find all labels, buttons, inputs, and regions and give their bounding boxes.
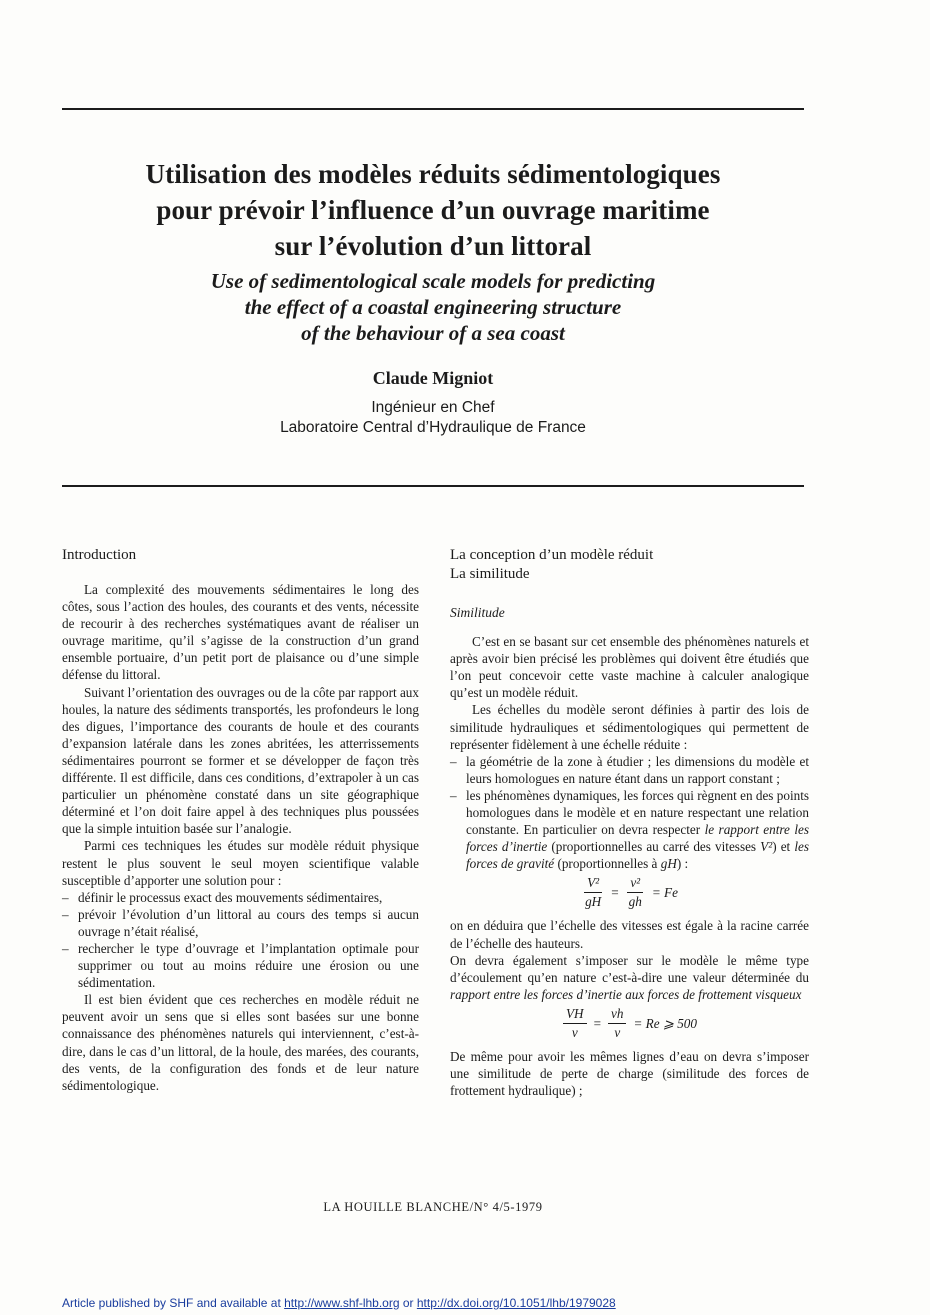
paragraph: on en déduira que l’échelle des vitesses est égale à la racine carrée de l’échelle des hauteurs. <box>450 918 809 951</box>
title-french <box>62 156 804 264</box>
math-span: gH <box>660 856 677 872</box>
list-item: – définir le processus exact des mouvements sédimentaires, <box>62 889 419 906</box>
paragraph: Les échelles du modèle seront définies à partir des lois de similitude hydrauliques et sédimentologiques qui permettent de représenter fidèlement à une échelle réduite : <box>450 702 809 752</box>
fraction <box>563 1005 587 1042</box>
right-column <box>450 546 809 1099</box>
publication-note-prefix: Article published by SHF and available at <box>62 1296 285 1310</box>
title-fr-line-3: sur l’évolution d’un littoral <box>274 231 592 261</box>
author-name: Claude Migniot <box>372 368 494 388</box>
title-en-line-1: Use of sedimentological scale models for predicting <box>210 269 656 293</box>
paragraph: La complexité des mouvements sédimentaires le long des côtes, sous l’action des houles, des courants et des vents, nécessite de recourir à des recherches systématiques avant de réaliser un ouvrage maritime, qu’il s’agisse de la construction d’un grand ensemble portuaire, d’un petit port de plaisance ou d’une simple défense du littoral. <box>62 582 419 683</box>
denominator: gH <box>585 894 602 910</box>
bullet-list <box>62 889 419 992</box>
affiliation-institution: Laboratoire Central d’Hydraulique de France <box>280 419 586 436</box>
title-en-line-3: of the behaviour of a sea coast <box>301 321 565 345</box>
denominator: ν <box>571 1024 578 1040</box>
doi-link[interactable]: http://dx.doi.org/10.1051/lhb/1979028 <box>416 1296 616 1310</box>
fraction <box>608 1005 626 1042</box>
title-fr-line-1: Utilisation des modèles réduits sédimentologiques <box>145 159 721 189</box>
fraction <box>582 874 604 911</box>
paragraph <box>450 952 809 1003</box>
equation-froude <box>450 874 809 911</box>
paragraph: De même pour avoir les mêmes lignes d’eau on devra s’imposer une similitude de perte de charge (similitude des forces de frottement hydraulique) ; <box>450 1048 809 1099</box>
text-span: les phénomènes dynamiques, les forces qui règnent en des points homologues dans le modèle et en nature respectant une relation constante. En particulier on devra respecter <box>466 787 809 838</box>
affiliation-role: Ingénieur en Chef <box>371 399 495 416</box>
numerator: VH <box>563 1005 587 1024</box>
section-heading-conception <box>450 546 809 584</box>
equals-sign: = <box>593 1015 602 1031</box>
equation-rhs: = Re ⩾ 500 <box>633 1015 697 1031</box>
publication-note-or: or <box>399 1296 417 1310</box>
title-en-line-2: the effect of a coastal engineering structure <box>244 295 622 319</box>
list-item <box>450 787 809 872</box>
paragraph: Il est bien évident que ces recherches en modèle réduit ne peuvent avoir un sens que si elles sont basées sur une bonne connaissance des phénomènes naturels qui interviennent, c’est-à-dire, dans le cas d’un littoral, de la houle, des marées, des courants, des vents, de la configuration des fonds et de leur nature sédimentologique. <box>62 992 419 1093</box>
equation-reynolds <box>450 1005 809 1042</box>
journal-footer: LA HOUILLE BLANCHE/N° 4/5-1979 <box>323 1200 543 1214</box>
section-heading-introduction: Introduction <box>62 547 137 563</box>
title-fr-line-2: pour prévoir l’influence d’un ouvrage maritime <box>156 195 710 225</box>
shf-link[interactable]: http://www.shf-lhb.org <box>284 1296 400 1310</box>
denominator: ν <box>614 1024 621 1040</box>
math-span: V² <box>760 839 773 855</box>
equation-rhs: = Fe <box>651 885 678 901</box>
text-span: (proportionnelles au carré des vitesses <box>547 839 761 855</box>
list-item: – prévoir l’évolution d’un littoral au cours des temps si aucun ouvrage n’était réalisé, <box>62 906 419 940</box>
title-english <box>62 268 804 346</box>
numerator: V² <box>584 874 602 893</box>
fraction <box>626 874 645 911</box>
heading-line-2: La similitude <box>450 566 530 582</box>
denominator: gh <box>628 894 642 910</box>
subheading-similitude: Similitude <box>450 605 505 620</box>
numerator: vh <box>608 1005 626 1024</box>
list-item: – rechercher le type d’ouvrage et l’implantation optimale pour supprimer ou tout au moins réduire une érosion ou une sédimentation. <box>62 940 419 991</box>
left-column <box>62 546 419 1094</box>
list-item: – la géométrie de la zone à étudier ; les dimensions du modèle et leurs homologues en nature étant dans un rapport constant ; <box>450 753 809 787</box>
italic-span: le rapport entre les forces d’inertie <box>466 822 809 855</box>
text-span: On devra également s’imposer sur le modèle le même type d’écoulement qu’en nature c’est-à-dire une valeur déterminée du <box>450 952 809 985</box>
text-span: ) et <box>772 839 795 855</box>
top-rule <box>62 108 804 110</box>
paragraph: Parmi ces techniques les études sur modèle réduit physique restent le plus souvent le seul moyen scientifique valable susceptible d’apporter une solution pour : <box>62 838 419 888</box>
text-span: (proportionnelles à <box>554 856 661 872</box>
bullet-list <box>450 753 809 873</box>
italic-span: rapport entre les forces d’inertie aux forces de frottement visqueux <box>450 986 802 1002</box>
paragraph: Suivant l’orientation des ouvrages ou de la côte par rapport aux houles, la nature des sédiments transportés, les profondeurs le long des digues, l’importance des courants de houle et des courants d’expansion latérale dans les zones abritées, les atterrissements sédimentaires pourront se former et se développer de façon très différente. Il est difficile, dans ces conditions, d’extrapoler à un cas particulier un phénomène constaté dans un site géographique déterminé et l’on doit faire appel à des techniques plus poussées que la simple intuition basée sur l’analogie. <box>62 684 419 837</box>
heading-line-1: La conception d’un modèle réduit <box>450 547 654 563</box>
affiliation <box>62 398 804 438</box>
numerator: v² <box>627 874 643 893</box>
equals-sign: = <box>611 885 619 901</box>
italic-span: les forces de gravité <box>466 839 809 872</box>
publication-note <box>62 1296 616 1310</box>
text-span: ) : <box>676 856 689 872</box>
paragraph: C’est en se basant sur cet ensemble des phénomènes naturels et après avoir bien précisé les problèmes qui doivent être étudiés que l’on peut concevoir cette vaste machine à calculer analogique qu’est un modèle réduit. <box>450 634 809 701</box>
header-bottom-rule <box>62 485 804 487</box>
